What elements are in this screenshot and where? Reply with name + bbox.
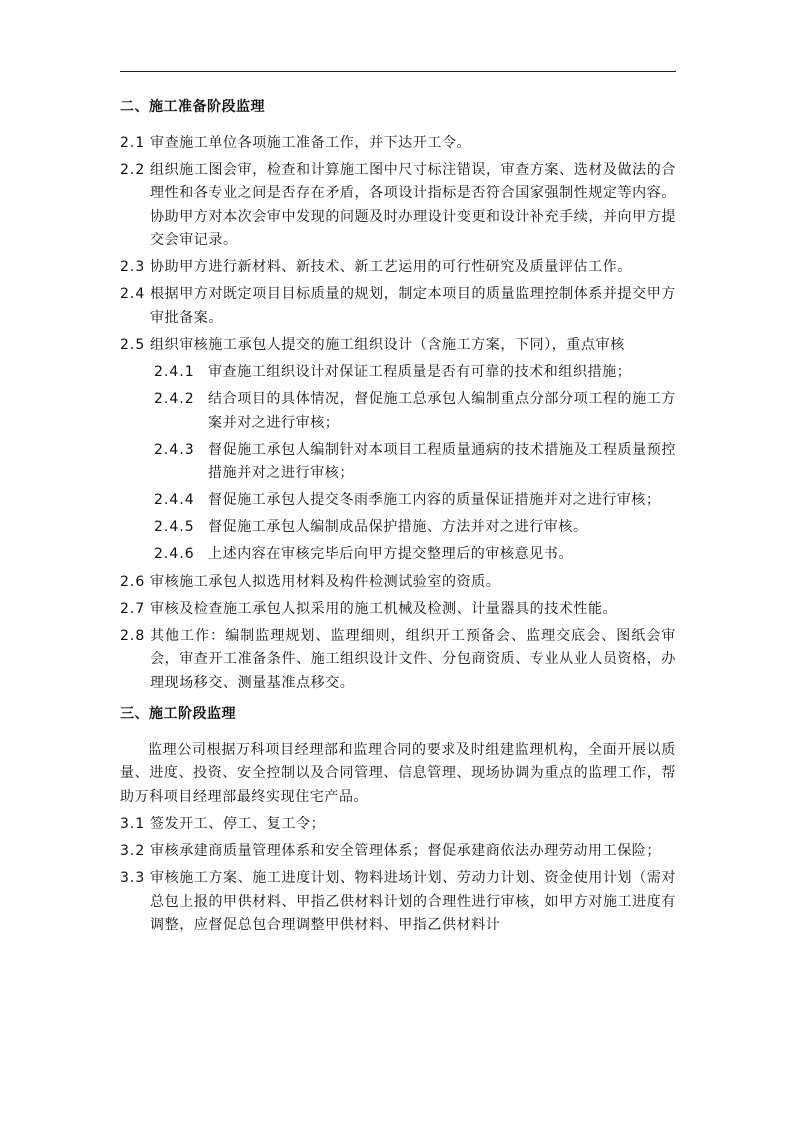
- subitem-text: 督促施工承包人编制成品保护措施、方法并对之进行审核。: [208, 519, 588, 536]
- item-number: 2.4: [120, 286, 146, 303]
- list-item: [120, 159, 676, 253]
- item-number: 2.5: [120, 336, 146, 353]
- list-item: [120, 132, 676, 156]
- item-text: 根据甲方对既定项目目标质量的规划，制定本项目的质量监理控制体系并提交甲方审批备案。: [150, 286, 676, 326]
- list-item: [120, 334, 676, 358]
- list-item: [120, 625, 676, 696]
- sub-list-item: [120, 439, 676, 486]
- item-text: 审核及检查施工承包人拟采用的施工机械及检测、计量器具的技术性能。: [150, 600, 618, 617]
- item-text: 协助甲方进行新材料、新技术、新工艺运用的可行性研究及质量评估工作。: [150, 259, 632, 276]
- subitem-text: 督促施工承包人编制针对本项目工程质量通病的技术措施及工程质量预控措施并对之进行审核；: [208, 441, 676, 482]
- subitem-number: 2.4.5: [154, 519, 195, 536]
- header-rule: [120, 71, 676, 72]
- section2-heading: 二、施工准备阶段监理: [120, 99, 265, 115]
- list-item: [120, 256, 676, 280]
- item-number: 3.3: [120, 870, 146, 886]
- subitem-number: 2.4.1: [154, 363, 195, 380]
- item-number: 2.2: [120, 161, 146, 178]
- subitem-text: 督促施工承包人提交冬雨季施工内容的质量保证措施并对之进行审核；: [208, 492, 661, 509]
- item-text: 审核承建商质量管理体系和安全管理体系；督促承建商依法办理劳动用工保险；: [150, 842, 661, 859]
- list-item: [120, 813, 676, 837]
- item-text: 组织施工图会审，检查和计算施工图中尺寸标注错误，审查方案、选材及做法的合理性和各专业之间是否存在矛盾，各项设计指标是否符合国家强制性规定等内容。协助甲方对本次会审中发现的问题及时办理设计变更和设计补充手续，并向甲方提交会审记录。: [150, 161, 676, 249]
- list-item: [120, 867, 676, 938]
- item-number: 2.3: [120, 259, 146, 276]
- item-number: 3.1: [120, 815, 146, 832]
- subitem-text: 审查施工组织设计对保证工程质量是否有可靠的技术和组织措施；: [208, 363, 632, 380]
- sub-list-item: [120, 388, 676, 435]
- sub-list-item: [120, 361, 676, 385]
- item-text: 审查施工单位各项施工准备工作，并下达开工令。: [150, 134, 472, 151]
- item-text: 审核施工方案、施工进度计划、物料进场计划、劳动力计划、资金使用计划（需对总包上报的甲供材料、甲指乙供材料计划的合理性进行审核，如甲方对施工进度有调整，应督促总包合理调整甲供材料、甲指乙供材料计: [150, 870, 676, 933]
- section3-heading: 三、施工阶段监理: [120, 706, 236, 723]
- item-text: 组织审核施工承包人提交的施工组织设计（含施工方案，下同），重点审核: [150, 336, 625, 353]
- subitem-text: 结合项目的具体情况，督促施工总承包人编制重点分部分项工程的施工方案并对之进行审核；: [208, 391, 676, 431]
- item-text: 签发开工、停工、复工令；: [150, 815, 326, 832]
- item-number: 2.7: [120, 600, 146, 617]
- sub-list-item: [120, 516, 676, 540]
- subitem-number: 2.4.4: [154, 492, 195, 509]
- subitem-number: 2.4.3: [154, 441, 195, 458]
- item-text: 审核施工承包人拟选用材料及构件检测试验室的资质。: [150, 573, 501, 590]
- item-number: 2.6: [120, 573, 146, 590]
- section3-intro: 监理公司根据万科项目经理部和监理合同的要求及时组建监理机构，全面开展以质量、进度、投资、安全控制以及合同管理、信息管理、现场协调为重点的监理工作，帮助万科项目经理部最终实现住宅产品。: [120, 741, 676, 805]
- list-item: [120, 283, 676, 330]
- sub-list-item: [120, 489, 676, 513]
- list-item: [120, 571, 676, 595]
- item-text: 其他工作：编制监理规划、监理细则，组织开工预备会、监理交底会、图纸会审会，审查开工准备条件、施工组织设计文件、分包商资质、专业从业人员资格，办理现场移交、测量基准点移交。: [150, 627, 676, 691]
- list-item: [120, 840, 676, 864]
- subitem-number: 2.4.6: [154, 546, 195, 563]
- list-item: [120, 598, 676, 622]
- item-number: 3.2: [120, 842, 146, 859]
- item-number: 2.1: [120, 134, 146, 151]
- item-number: 2.8: [120, 627, 146, 644]
- subitem-text: 上述内容在审核完毕后向甲方提交整理后的审核意见书。: [208, 546, 573, 563]
- subitem-number: 2.4.2: [154, 391, 195, 408]
- document-body: [120, 90, 676, 941]
- sub-list-item: [120, 543, 676, 567]
